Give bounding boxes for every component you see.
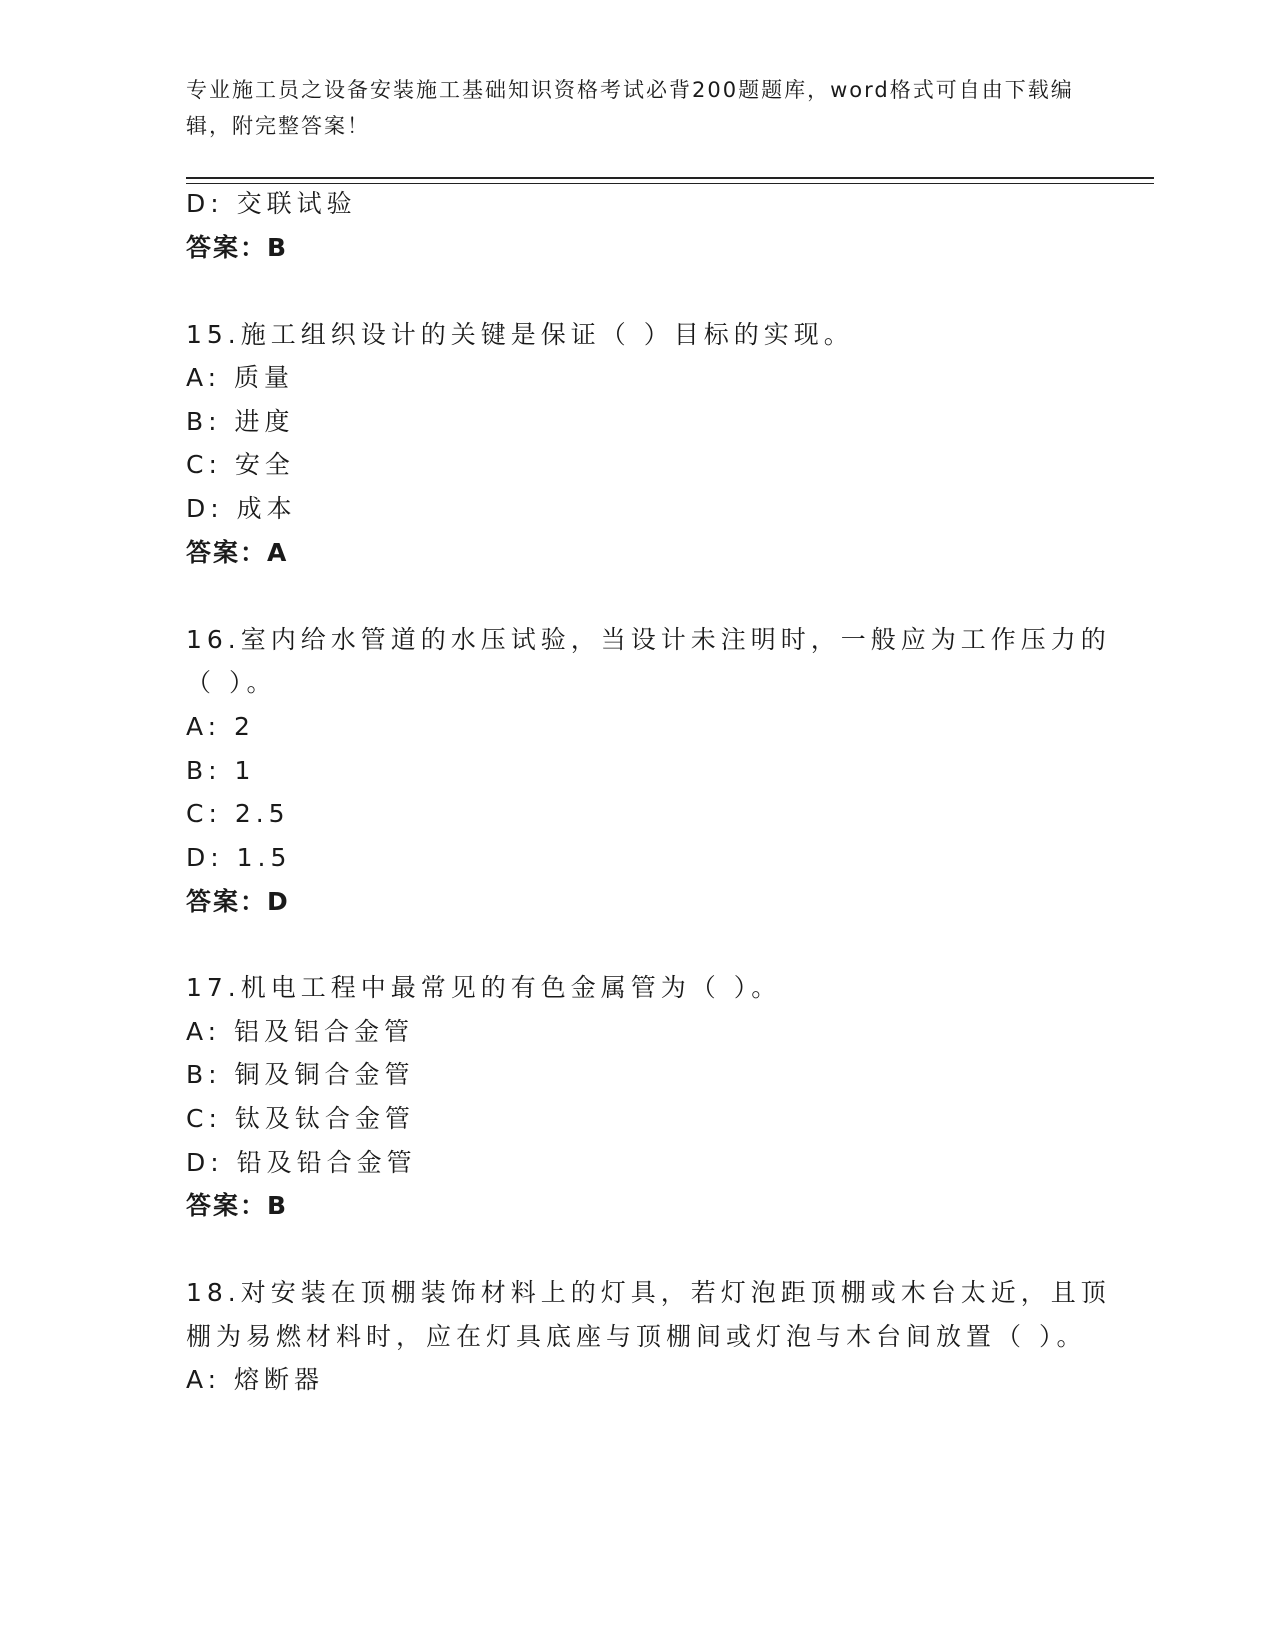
question-18-stem-line-2: 棚为易燃材料时，应在灯具底座与顶棚间或灯泡与木台间放置（ ）。	[186, 1322, 1087, 1351]
question-16-option-d: D: 1.5	[186, 843, 292, 872]
document-header-title: 专业施工员之设备安装施工基础知识资格考试必背200题题库，word格式可自由下载编辑，附完整答案！	[186, 78, 1074, 138]
question-15-option-b: B: 进度	[186, 407, 295, 436]
question-16-stem-line-1: 16.室内给水管道的水压试验，当设计未注明时，一般应为工作压力的	[186, 625, 1111, 654]
question-17-option-b: B: 铜及铜合金管	[186, 1060, 415, 1089]
header-divider-thin	[186, 183, 1154, 184]
question-16-option-c: C: 2.5	[186, 799, 290, 828]
question-16-stem-line-2: （ ）。	[186, 668, 277, 697]
question-17-option-d: D: 铅及铅合金管	[186, 1148, 417, 1177]
prev-question-option-d: D: 交联试验	[186, 189, 357, 218]
question-17-answer: 答案：B	[186, 1191, 289, 1220]
question-16-answer: 答案：D	[186, 887, 290, 916]
question-16-option-a: A: 2	[186, 712, 255, 741]
question-15-stem: 15.施工组织设计的关键是保证（ ）目标的实现。	[186, 320, 854, 349]
question-17-stem: 17.机电工程中最常见的有色金属管为（ ）。	[186, 973, 782, 1002]
question-17-option-a: A: 铝及铝合金管	[186, 1017, 415, 1046]
question-15-answer: 答案：A	[186, 538, 289, 567]
question-15-option-a: A: 质量	[186, 363, 295, 392]
prev-question-answer: 答案：B	[186, 233, 289, 262]
question-18-stem-line-1: 18.对安装在顶棚装饰材料上的灯具，若灯泡距顶棚或木台太近，且顶	[186, 1278, 1111, 1307]
question-15-option-c: C: 安全	[186, 450, 295, 479]
question-17-option-c: C: 钛及钛合金管	[186, 1104, 415, 1133]
question-15-option-d: D: 成本	[186, 494, 297, 523]
question-16-option-b: B: 1	[186, 756, 256, 785]
question-18-option-a: A: 熔断器	[186, 1365, 325, 1394]
header-divider-thick	[186, 177, 1154, 179]
